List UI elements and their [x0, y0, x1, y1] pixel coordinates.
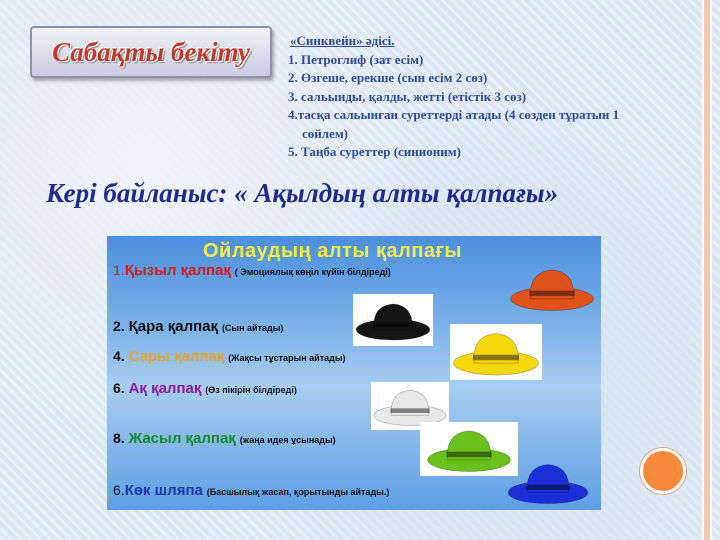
hat-row	[113, 380, 297, 397]
hat-description: (жаңа идея ұсынады)	[239, 435, 336, 445]
hat-row	[113, 318, 283, 335]
decorative-circle	[640, 448, 686, 494]
banner-title: Сабақты бекіту	[52, 36, 250, 67]
title-banner	[30, 26, 272, 78]
hat-row	[113, 262, 391, 279]
hat-name: Көк шляпа	[124, 482, 203, 499]
hat-name: Қара қалпақ	[128, 318, 219, 335]
black-hat-icon	[353, 294, 433, 346]
method-item: 2. Өзгеше, ерекше (сын есім 2 сөз)	[288, 70, 488, 85]
row-number: 8.	[113, 430, 129, 446]
row-number: 1.	[113, 262, 125, 278]
method-item: 4.тасқа сальынған суреттерді атады (4 сөзден тұратын 1	[288, 107, 620, 122]
hat-name: Жасыл қалпақ	[128, 430, 236, 447]
decorative-stripe	[702, 0, 712, 540]
hat-name: Сары қалпақ	[128, 348, 225, 365]
hat-row	[113, 430, 336, 447]
hat-description: (Өз пікірін білдіреді)	[205, 385, 297, 395]
hat-name: Қызыл қалпақ	[124, 262, 231, 279]
hat-description: (Жақсы тұстарын айтады)	[228, 353, 346, 363]
row-number: 4.	[113, 348, 129, 364]
row-number: 6.	[113, 380, 129, 396]
row-number: 6.	[113, 482, 125, 498]
hat-description: ( Эмоциялық көңіл күйін білдіреді)	[234, 267, 391, 277]
hat-row	[113, 482, 389, 499]
row-number: 2.	[113, 318, 129, 334]
panel-title: Ойлаудың алты қалпағы	[203, 240, 462, 262]
orange-hat-icon	[507, 258, 597, 318]
method-item: 5. Таңба суреттер (синионим)	[288, 144, 461, 159]
yellow-hat-icon	[450, 324, 542, 380]
method-list	[288, 32, 698, 162]
hat-description: (Сын айтады)	[221, 323, 284, 333]
method-item: 3. сальынды, қалды, жетті (етістік 3 сөз)	[288, 88, 527, 104]
method-heading: «Синквейн» әдісі.	[290, 33, 395, 48]
six-hats-image	[107, 236, 601, 510]
hat-name: Ақ қалпақ	[128, 380, 202, 397]
blue-hat-icon	[500, 456, 596, 508]
method-item: сөйлем)	[302, 125, 349, 141]
hat-description: (Басшылық жасап, қорытынды айтады.)	[206, 487, 390, 497]
method-item: 1. Петроглиф (зат есім)	[288, 51, 424, 67]
hat-row	[113, 348, 346, 365]
feedback-heading: Кері байланыс: « Ақылдың алты қалпағы»	[46, 178, 559, 208]
